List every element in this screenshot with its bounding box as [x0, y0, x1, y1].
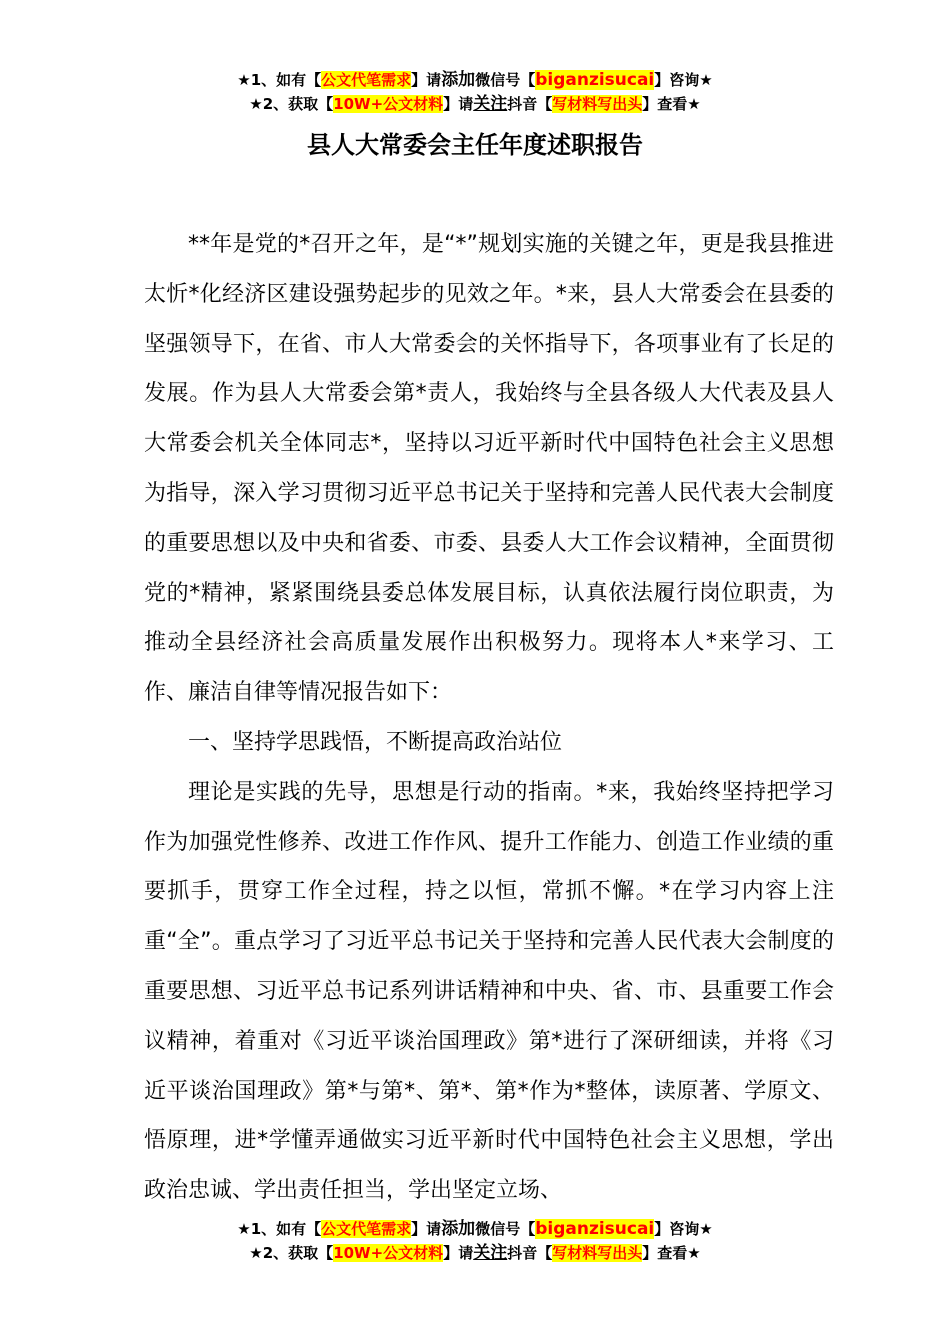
- banner-text: 抖音【: [507, 1244, 553, 1262]
- banner-emphasis: 关注: [473, 1243, 508, 1263]
- banner-wechat-id: biganzisucai: [535, 1219, 655, 1239]
- banner-line-1: [0, 1217, 950, 1241]
- document-body: [144, 220, 834, 1216]
- bottom-banner: [0, 1217, 950, 1265]
- star-icon: ★: [237, 71, 251, 89]
- banner-text: 微信号【: [475, 71, 536, 89]
- banner-text: 2、获取【: [262, 1244, 334, 1262]
- banner-text: 】请: [411, 1220, 442, 1238]
- document-title: 县人大常委会主任年度述职报告: [307, 131, 643, 159]
- banner-text: 】查看★: [642, 95, 701, 113]
- banner-text: 微信号【: [475, 1220, 536, 1238]
- banner-text: 抖音【: [507, 95, 553, 113]
- banner-emphasis: 添加: [441, 70, 476, 90]
- banner-text: 】咨询★: [654, 1220, 713, 1238]
- banner-text: 1、如有【: [250, 71, 322, 89]
- banner-text: 】请: [443, 1244, 474, 1262]
- top-banner: [0, 68, 950, 116]
- banner-line-2: [0, 1241, 950, 1265]
- banner-text: 】咨询★: [654, 71, 713, 89]
- banner-wechat-id: biganzisucai: [535, 70, 655, 90]
- star-icon: ★: [237, 1220, 251, 1238]
- star-icon: ★: [249, 1244, 263, 1262]
- banner-highlight: 10W+公文材料: [333, 95, 444, 113]
- paragraph-section-1: 理论是实践的先导，思想是行动的指南。*来，我始终坚持把学习作为加强党性修养、改进工作作风、提升工作能力、创造工作业绩的重要抓手，贯穿工作全过程，持之以恒，常抓不懈。*在学习内容上注重“全”。重点学习了习近平总书记关于坚持和完善人民代表大会制度的重要思想、习近平总书记系列讲话精神和中央、省、市、县重要工作会议精神，着重对《习近平谈治国理政》第*进行了深研细读，并将《习近平谈治国理政》第*与第*、第*、第*作为*整体，读原著、学原文、悟原理，进*学懂弄通做实习近平新时代中国特色社会主义思想，学出政治忠诚、学出责任担当，学出坚定立场、: [144, 779, 834, 1204]
- banner-text: 】请: [443, 95, 474, 113]
- section-heading: 一、坚持学思践悟，不断提高政治站位: [188, 729, 563, 755]
- banner-highlight: 10W+公文材料: [333, 1244, 444, 1262]
- banner-line-1: [0, 68, 950, 92]
- banner-line-2: [0, 92, 950, 116]
- banner-emphasis: 添加: [441, 1219, 476, 1239]
- star-icon: ★: [249, 95, 263, 113]
- banner-douyin-id: 写材料写出头: [552, 95, 643, 113]
- banner-highlight: 公文代笔需求: [321, 1220, 412, 1238]
- banner-highlight: 公文代笔需求: [321, 71, 412, 89]
- banner-text: 1、如有【: [250, 1220, 322, 1238]
- banner-text: 2、获取【: [262, 95, 334, 113]
- banner-text: 】请: [411, 71, 442, 89]
- paragraph-intro: **年是党的*召开之年，是“*”规划实施的关键之年，更是我县推进太忻*化经济区建设强势起步的见效之年。*来，县人大常委会在县委的坚强领导下，在省、市人大常委会的关怀指导下，各项事业有了长足的发展。作为县人大常委会第*责人，我始终与全县各级人大代表及县人大常委会机关全体同志*，坚持以习近平新时代中国特色社会主义思想为指导，深入学习贯彻习近平总书记关于坚持和完善人民代表大会制度的重要思想以及中央和省委、市委、县委人大工作会议精神，全面贯彻党的*精神，紧紧围绕县委总体发展目标，认真依法履行岗位职责，为推动全县经济社会高质量发展作出积极努力。现将本人*来学习、工作、廉洁自律等情况报告如下：: [144, 232, 834, 706]
- banner-text: 】查看★: [642, 1244, 701, 1262]
- banner-emphasis: 关注: [473, 94, 508, 114]
- banner-douyin-id: 写材料写出头: [552, 1244, 643, 1262]
